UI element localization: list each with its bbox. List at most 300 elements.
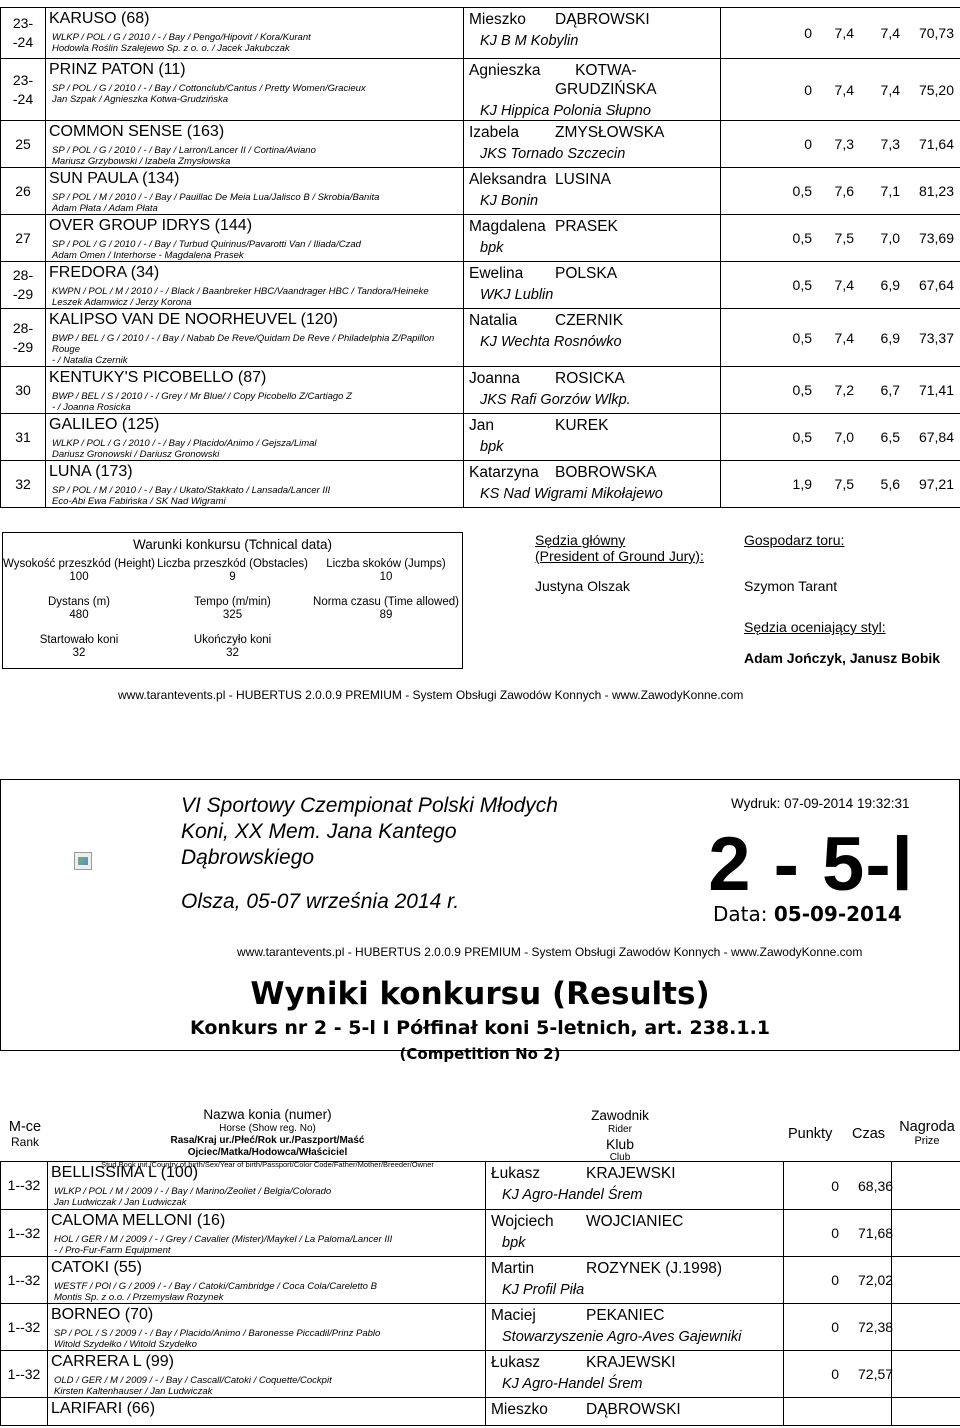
result-row xyxy=(1,1351,960,1398)
distance-value: 480 xyxy=(69,609,89,621)
time-allowed-label: Norma czasu (Time allowed) xyxy=(313,596,459,608)
horse-cell xyxy=(48,1351,486,1398)
results-title: Wyniki konkursu (Results) xyxy=(250,976,710,1012)
rider-club: KJ Wechta Rosnówko xyxy=(480,334,622,350)
competition-date xyxy=(713,902,902,926)
rank-value: 28- -29 xyxy=(12,319,34,355)
time-value: 72,38 xyxy=(858,1319,894,1335)
rider-last-name: KUREK xyxy=(555,417,609,434)
horse-cell xyxy=(46,309,464,367)
rider-name xyxy=(491,1306,783,1325)
scores xyxy=(721,476,960,492)
score-s2: 7,4 xyxy=(834,329,854,346)
rider-cell xyxy=(464,414,721,461)
rider-first-name: Aleksandra xyxy=(469,171,547,188)
score-s1: 0,5 xyxy=(792,183,812,199)
points-value: 0 xyxy=(831,1366,839,1382)
rank-value: 23- -24 xyxy=(12,71,34,107)
obstacles-value: 9 xyxy=(229,571,236,583)
time-cell xyxy=(858,1257,960,1304)
rider-first-name: Natalia xyxy=(469,312,518,329)
horse-cell xyxy=(46,262,464,309)
score-s4: 67,64 xyxy=(918,277,954,293)
score-s4: 73,37 xyxy=(918,329,954,346)
horse-owner: Jan Szpak / Agnieszka Kotwa-Grudzińska xyxy=(52,94,229,105)
height-label: Wysokość przeszkód (Height) xyxy=(3,558,155,570)
horse-name: BORNEO (70) xyxy=(51,1306,154,1323)
distance-label: Dystans (m) xyxy=(48,596,110,608)
score-s2: 7,4 xyxy=(834,25,854,41)
horse-owner: - / Joanna Rosicka xyxy=(52,402,131,413)
date-value: 05-09-2014 xyxy=(773,902,902,926)
horse-cell xyxy=(46,215,464,262)
rank-cell xyxy=(1,309,46,367)
scores xyxy=(721,429,960,445)
score-s2: 7,2 xyxy=(834,382,854,398)
rank-value: 1--32 xyxy=(7,1271,41,1288)
rider-club: bpk xyxy=(502,1235,526,1251)
event-title-line1: VI Sportowy Czempionat Polski Młodych xyxy=(181,794,558,817)
rank-cell xyxy=(1,8,46,59)
horse-pedigree: SP / POL / S / 2009 / - / Bay / Placido/Animo / Baronesse Piccadil/Prinz Pablo xyxy=(54,1328,381,1339)
rider-cell xyxy=(464,262,721,309)
rank-cell xyxy=(1,414,46,461)
horse-cell xyxy=(46,367,464,414)
rider-last-name: ROSICKA xyxy=(555,370,625,387)
horse-cell xyxy=(46,168,464,215)
points-value: 0 xyxy=(831,1319,839,1335)
rider-name xyxy=(469,61,720,99)
result-row xyxy=(1,1304,960,1351)
rider-club: bpk xyxy=(480,240,504,256)
result-row xyxy=(1,59,960,121)
score-s1: 0,5 xyxy=(792,429,812,445)
rider-last-name: PRASEK xyxy=(555,218,618,235)
jumps-label: Liczba skoków (Jumps) xyxy=(326,558,446,570)
result-row xyxy=(1,367,960,414)
horse-owner: Montis Sp. z o.o. / Przemysław Rozynek xyxy=(54,1292,224,1303)
rider-cell xyxy=(486,1398,784,1426)
rider-club: JKS Tornado Szczecin xyxy=(480,146,626,162)
footer-text-2: www.tarantevents.pl - HUBERTUS 2.0.0.9 PREMIUM - System Obsługi Zawodów Konnych - www.ZawodyKonne.com xyxy=(237,945,863,959)
rider-last-name: LUSINA xyxy=(555,171,611,188)
time-value: 68,36 xyxy=(858,1177,894,1194)
scores-cell xyxy=(721,461,960,508)
points-value: 0 xyxy=(831,1225,839,1241)
horse-name: LUNA (173) xyxy=(49,463,133,480)
result-row xyxy=(1,8,960,59)
rider-club: KJ B M Kobylin xyxy=(480,33,579,49)
horse-cell xyxy=(46,414,464,461)
rider-club: KS Nad Wigrami Mikołajewo xyxy=(480,486,663,502)
horse-name: KENTUKY'S PICOBELLO (87) xyxy=(49,369,267,386)
rank-cell xyxy=(1,168,46,215)
horse-cell xyxy=(48,1162,486,1210)
horse-pedigree: HOL / GER / M / 2009 / - / Grey / Cavalier (Mister)/Maykel / La Paloma/Lancer III xyxy=(54,1234,393,1245)
rider-club: KJ Profil Piła xyxy=(502,1282,585,1298)
event-title xyxy=(181,793,558,871)
horse-owner: Mariusz Grzybowski / Izabela Zmysłowska xyxy=(52,156,231,167)
score-s2: 7,4 xyxy=(834,81,854,98)
horse-name: CARRERA L (99) xyxy=(51,1353,174,1370)
horse-pedigree: WLKP / POL / M / 2009 / - / Bay / Marino/Zeoliet / Belgia/Colorado xyxy=(54,1186,332,1197)
score-s3: 6,5 xyxy=(880,429,900,445)
rider-first-name: Magdalena xyxy=(469,218,546,235)
horse-pedigree: SP / POL / G / 2010 / - / Bay / Larron/Lancer II / Cortina/Aviano xyxy=(52,145,316,156)
rider-last-name: WOJCIANIEC xyxy=(586,1213,684,1230)
result-row xyxy=(1,1210,960,1257)
horse-cell xyxy=(46,8,464,59)
rider-cell xyxy=(464,168,721,215)
score-s1: 0 xyxy=(804,81,812,98)
scores xyxy=(721,330,960,346)
rider-first-name: Maciej xyxy=(491,1307,536,1324)
horse-cell xyxy=(48,1257,486,1304)
score-s4: 71,64 xyxy=(918,136,954,152)
event-title-line2: Koni, XX Mem. Jana Kantego xyxy=(181,820,457,843)
rider-first-name: Katarzyna xyxy=(469,464,539,481)
rider-cell xyxy=(464,59,721,121)
rider-cell xyxy=(486,1351,784,1398)
rider-last-name: CZERNIK xyxy=(555,312,624,329)
score-s3: 7,4 xyxy=(880,81,900,98)
rank-cell xyxy=(1,1351,48,1398)
horse-pedigree: WLKP / POL / G / 2010 / - / Bay / Pengo/Hipovit / Kora/Kurant xyxy=(52,32,311,43)
competition-code: 2 - 5-l xyxy=(708,822,914,907)
rank-cell xyxy=(1,59,46,121)
scores xyxy=(721,82,960,98)
horse-owner: Leszek Adamwicz / Jerzy Korona xyxy=(52,297,192,308)
rank-cell xyxy=(1,461,46,508)
rider-cell xyxy=(464,309,721,367)
rider-first-name: Ewelina xyxy=(469,265,524,282)
horse-pedigree: BWP / BEL / G / 2010 / - / Bay / Nabab De Reve/Quidam De Reve / Philadelphia Z/Papillon xyxy=(52,333,435,344)
horse-owner: Kirsten Kaltenhauser / Jan Ludwiczak xyxy=(54,1386,213,1397)
conditions-title: Warunki konkursu (Tchnical data) xyxy=(132,537,333,552)
score-s2: 7,5 xyxy=(834,230,854,246)
rider-name xyxy=(469,311,720,330)
col-prize-header: Nagroda Prize xyxy=(899,1119,955,1147)
rank-value: 31 xyxy=(15,428,31,445)
rank-cell xyxy=(1,1257,48,1304)
rider-name xyxy=(491,1212,783,1231)
rider-cell xyxy=(486,1162,784,1210)
head-judge-name: Justyna Olszak xyxy=(535,578,630,594)
result-row xyxy=(1,461,960,508)
horse-pedigree: SP / POL / G / 2010 / - / Bay / Cottonclub/Cantus / Pretty Women/Gracieux xyxy=(52,83,366,94)
horse-owner: Eco-Abi Ewa Fabińska / SK Nad Wigrami xyxy=(52,496,226,507)
scores xyxy=(721,25,960,41)
score-s2: 7,0 xyxy=(834,429,854,445)
time-value: 72,02 xyxy=(858,1272,894,1288)
horse-name: KALIPSO VAN DE NOORHEUVEL (120) xyxy=(49,311,338,328)
rider-first-name: Mieszko xyxy=(491,1401,548,1418)
time-allowed-value: 89 xyxy=(379,609,393,621)
horse-pedigree: SP / POL / M / 2010 / - / Bay / Ukato/Stakkato / Lansada/Lancer III xyxy=(52,485,331,496)
horse-owner: - / Pro-Fur-Farm Equipment xyxy=(54,1245,171,1256)
rider-first-name: Jan xyxy=(469,417,494,434)
time-cell xyxy=(858,1210,960,1257)
horse-cell xyxy=(46,59,464,121)
horse-name: PRINZ PATON (11) xyxy=(49,61,186,78)
results-table-top xyxy=(0,7,960,508)
horse-cell xyxy=(46,121,464,168)
rider-first-name: Agnieszka xyxy=(469,62,541,79)
rider-name xyxy=(469,170,720,189)
rider-cell xyxy=(464,215,721,262)
horse-name: LARIFARI (66) xyxy=(51,1400,156,1417)
result-row xyxy=(1,121,960,168)
rider-club: KJ Hippica Polonia Słupno xyxy=(480,103,651,119)
rank-value: 30 xyxy=(15,381,31,398)
time-value: 71,68 xyxy=(858,1225,894,1241)
rank-value: 1--32 xyxy=(7,1224,41,1241)
result-row xyxy=(1,309,960,367)
horse-owner: Adam Omen / Interhorse - Magdalena Prasek xyxy=(52,250,244,261)
rider-club: WKJ Lublin xyxy=(480,287,554,303)
competition-name: Konkurs nr 2 - 5-l I Półfinał koni 5-letnich, art. 238.1.1 xyxy=(189,1017,771,1039)
results-table-bottom xyxy=(0,1161,960,1426)
rank-cell xyxy=(1,1304,48,1351)
score-s4: 81,23 xyxy=(918,183,954,199)
rank-value: 25 xyxy=(15,135,31,152)
rider-first-name: Joanna xyxy=(469,370,520,387)
host-label: Gospodarz toru: xyxy=(744,532,845,548)
rank-value: 1--32 xyxy=(7,1177,41,1193)
rider-last-name: POLSKA xyxy=(555,265,618,282)
horse-name: SUN PAULA (134) xyxy=(49,170,180,187)
horse-name: GALILEO (125) xyxy=(49,416,160,433)
rank-cell xyxy=(1,121,46,168)
score-s1: 0,5 xyxy=(792,277,812,293)
score-s1: 0,5 xyxy=(792,382,812,398)
horse-pedigree: WESTF / POl / G / 2009 / - / Bay / Catoki/Cambridge / Coca Cola/Careletto B xyxy=(54,1281,377,1292)
result-row xyxy=(1,215,960,262)
score-s2: 7,4 xyxy=(834,277,854,293)
horse-pedigree: OLD / GER / M / 2009 / - / Bay / Cascall/Catoki / Coquette/Cockpit xyxy=(54,1375,332,1386)
rank-value: 27 xyxy=(15,229,31,246)
score-s4: 75,20 xyxy=(918,81,954,98)
style-judges-names: Adam Jończyk, Janusz Bobik xyxy=(744,650,941,666)
rider-cell xyxy=(464,367,721,414)
horse-cell xyxy=(46,461,464,508)
rank-cell xyxy=(1,1398,48,1426)
time-cell xyxy=(858,1304,960,1351)
rider-last-name: DĄBROWSKI xyxy=(555,11,650,28)
rider-cell xyxy=(464,8,721,59)
score-s4: 71,41 xyxy=(918,382,954,398)
score-s1: 1,9 xyxy=(792,476,812,492)
time-cell xyxy=(858,1351,960,1398)
points-value: 0 xyxy=(831,1272,839,1288)
points-value: 0 xyxy=(831,1177,839,1194)
result-row xyxy=(1,168,960,215)
scores-cell xyxy=(721,309,960,367)
col-rank-header: M-ce Rank xyxy=(8,1119,42,1149)
started-label: Startowało koni xyxy=(39,634,119,646)
rider-club: Stowarzyszenie Agro-Aves Gajewniki xyxy=(502,1329,742,1345)
horse-pedigree: SP / POL / G / 2010 / - / Bay / Turbud Quirinus/Pavarotti Van / Iliada/Czad xyxy=(52,239,361,250)
score-s3: 7,1 xyxy=(880,183,900,199)
rider-name xyxy=(469,463,720,482)
event-title-line3: Dąbrowskiego xyxy=(181,846,315,869)
rider-last-name: DĄBROWSKI xyxy=(586,1401,681,1418)
horse-pedigree: SP / POL / M / 2010 / - / Bay / Pauillac De Meia Lua/Jalisco B / Skrobia/Banita xyxy=(52,192,380,203)
horse-cell xyxy=(48,1210,486,1257)
horse-name: OVER GROUP IDRYS (144) xyxy=(49,217,253,234)
print-timestamp: Wydruk: 07-09-2014 19:32:31 xyxy=(731,796,910,811)
score-s4: 97,21 xyxy=(918,476,954,492)
rank-cell xyxy=(1,262,46,309)
rider-first-name: Łukasz xyxy=(491,1354,541,1371)
scores-cell xyxy=(721,367,960,414)
scores xyxy=(721,183,960,199)
rider-club: KJ Bonin xyxy=(480,193,539,209)
scores-cell xyxy=(721,262,960,309)
date-label: Data: xyxy=(713,902,768,926)
rank-value: 32 xyxy=(15,475,31,492)
score-s1: 0 xyxy=(804,25,812,41)
rider-club: bpk xyxy=(480,439,504,455)
rider-last-name: PEKANIEC xyxy=(586,1307,665,1324)
rider-name xyxy=(491,1164,783,1183)
score-s3: 6,9 xyxy=(880,329,900,346)
horse-name: FREDORA (34) xyxy=(49,264,160,281)
tempo-label: Tempo (m/min) xyxy=(194,596,271,608)
logo-image xyxy=(74,852,92,870)
scores xyxy=(721,136,960,152)
scores-cell xyxy=(721,215,960,262)
rank-value: 1--32 xyxy=(7,1318,41,1335)
horse-pedigree: WLKP / POL / G / 2010 / - / Bay / Placido/Animo / Gejsza/Limal xyxy=(52,438,317,449)
horse-pedigree: KWPN / POL / M / 2010 / - / Black / Baanbreker HBC/Vaandrager HBC / Tandora/Heineke xyxy=(52,286,429,297)
col-horse-header: Nazwa konia (numer) Horse (Show reg. No) Rasa/Kraj ur./Płeć/Rok ur./Paszport/Maść Ojciec/Matka/Hodowca/Właściciel Stud Book init./Country of birth/Sex/Year of birth/Passport/Color Code/Father/Mother/Breeder/Owner xyxy=(101,1107,434,1169)
started-value: 32 xyxy=(72,647,86,659)
horse-cell xyxy=(48,1398,486,1426)
rider-last-name: KOTWA- GRUDZIŃSKA xyxy=(555,62,657,98)
rank-cell xyxy=(1,1162,48,1210)
col-time-header: Czas xyxy=(852,1126,886,1142)
rank-value: 1--32 xyxy=(7,1365,41,1382)
rank-cell xyxy=(1,367,46,414)
score-s3: 6,7 xyxy=(880,382,900,398)
rider-cell xyxy=(464,121,721,168)
rider-cell xyxy=(464,461,721,508)
horse-owner: Dariusz Gronowski / Dariusz Gronowski xyxy=(52,449,220,460)
score-s2: 7,5 xyxy=(834,476,854,492)
tempo-value: 325 xyxy=(222,609,243,621)
scores xyxy=(721,230,960,246)
height-value: 100 xyxy=(69,571,89,583)
time-cell xyxy=(858,1162,960,1210)
score-s3: 7,0 xyxy=(880,230,900,246)
score-s2: 7,3 xyxy=(834,136,854,152)
rider-club: JKS Rafi Gorzów Wlkp. xyxy=(480,392,631,408)
horse-owner: Jan Ludwiczak / Jan Ludwiczak xyxy=(54,1197,187,1208)
horse-owner: - / Natalia Czernik xyxy=(52,355,128,366)
scores-cell xyxy=(721,59,960,121)
horse-cell xyxy=(48,1304,486,1351)
rider-name xyxy=(469,416,720,435)
rider-last-name: ZMYSŁOWSKA xyxy=(555,124,665,141)
horse-name: CATOKI (55) xyxy=(51,1259,142,1276)
score-s4: 67,84 xyxy=(918,429,954,445)
horse-owner: Adam Płata / Adam Płata xyxy=(52,203,158,214)
rider-last-name: ROZYNEK (J.1998) xyxy=(586,1260,723,1277)
result-row xyxy=(1,1398,960,1426)
rider-first-name: Mieszko xyxy=(469,11,526,28)
time-value: 72,57 xyxy=(858,1366,894,1382)
rider-name xyxy=(469,10,720,29)
host-name: Szymon Tarant xyxy=(744,578,838,594)
rider-last-name: BOBROWSKA xyxy=(555,464,657,481)
score-s3: 6,9 xyxy=(880,277,900,293)
head-judge-label: Sędzia główny xyxy=(535,532,626,548)
rider-cell xyxy=(486,1210,784,1257)
finished-label: Ukończyło koni xyxy=(193,634,272,646)
finished-value: 32 xyxy=(226,647,239,659)
rider-club: KJ Agro-Handel Śrem xyxy=(502,1187,643,1203)
score-s1: 0,5 xyxy=(792,329,812,346)
rider-first-name: Wojciech xyxy=(491,1213,554,1230)
rider-name xyxy=(469,264,720,283)
score-s2: 7,6 xyxy=(834,183,854,199)
rank-value: 26 xyxy=(15,182,31,199)
time-cell xyxy=(892,1398,960,1426)
rider-first-name: Łukasz xyxy=(491,1165,541,1182)
score-s4: 73,69 xyxy=(918,230,954,246)
rider-name xyxy=(491,1400,783,1419)
points-cell xyxy=(784,1398,892,1426)
score-s1: 0,5 xyxy=(792,230,812,246)
horse-owner: Witold Szydełko / Witold Szydełko xyxy=(54,1339,197,1350)
rider-name xyxy=(491,1353,783,1372)
rider-first-name: Izabela xyxy=(469,124,519,141)
head-judge-label-en: (President of Ground Jury): xyxy=(535,548,704,564)
rank-cell xyxy=(1,215,46,262)
style-judge-label: Sędzia oceniający styl: xyxy=(744,619,886,635)
rank-value: 28- -29 xyxy=(12,267,34,302)
horse-name: COMMON SENSE (163) xyxy=(49,123,225,140)
rider-first-name: Martin xyxy=(491,1260,535,1277)
result-row xyxy=(1,262,960,309)
score-s3: 7,3 xyxy=(880,136,900,152)
rider-name xyxy=(469,217,720,236)
scores xyxy=(721,277,960,293)
horse-name: CALOMA MELLONI (16) xyxy=(51,1212,226,1229)
scores-cell xyxy=(721,168,960,215)
jumps-value: 10 xyxy=(379,571,393,583)
scores-cell xyxy=(721,414,960,461)
rider-name xyxy=(469,369,720,388)
rider-cell xyxy=(486,1304,784,1351)
rider-last-name: KRAJEWSKI xyxy=(586,1354,676,1371)
obstacles-label: Liczba przeszkód (Obstacles) xyxy=(157,558,308,570)
score-s4: 70,73 xyxy=(918,25,954,41)
rider-name xyxy=(491,1259,783,1278)
horse-pedigree-cont: Rouge xyxy=(52,344,80,355)
rider-last-name: KRAJEWSKI xyxy=(586,1165,676,1182)
score-s1: 0 xyxy=(804,136,812,152)
result-row xyxy=(1,1162,960,1210)
rank-cell xyxy=(1,1210,48,1257)
result-row xyxy=(1,414,960,461)
rider-club: KJ Agro-Handel Śrem xyxy=(502,1376,643,1392)
col-rider-header: Zawodnik Rider Klub Club xyxy=(591,1108,649,1163)
competition-conditions xyxy=(2,532,463,669)
col-points-header: Punkty xyxy=(788,1126,833,1142)
footer-text-1: www.tarantevents.pl - HUBERTUS 2.0.0.9 PREMIUM - System Obsługi Zawodów Konnych - www.ZawodyKonne.com xyxy=(118,688,744,702)
